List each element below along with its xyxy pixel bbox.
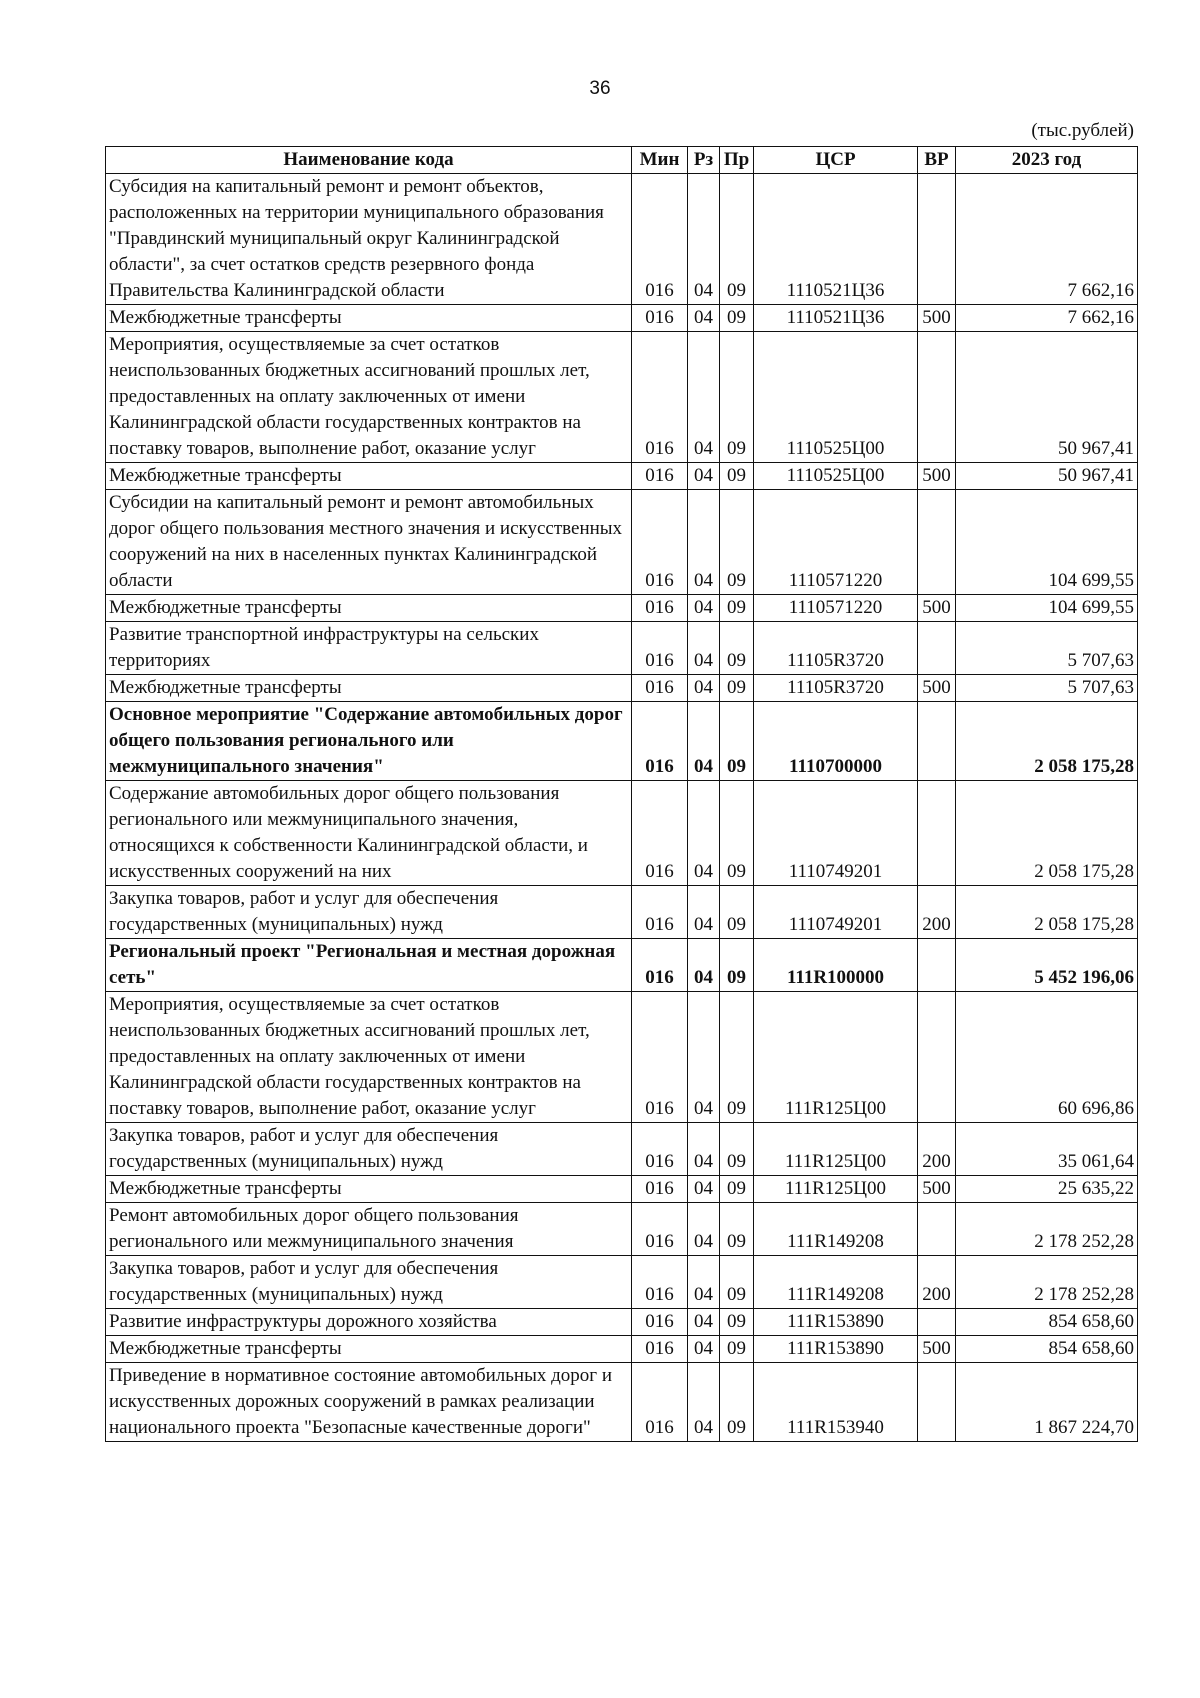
row-pr: 09 <box>720 622 754 675</box>
row-name: Содержание автомобильных дорог общего пользования регионального или межмуниципального значения, относящихся к собственности Калининградской области, и искусственных сооружений на них <box>106 781 632 886</box>
row-min: 016 <box>632 1176 688 1203</box>
row-vr <box>918 992 956 1123</box>
header-rz: Рз <box>688 147 720 174</box>
header-csr: ЦСР <box>754 147 918 174</box>
row-pr: 09 <box>720 1203 754 1256</box>
row-rz: 04 <box>688 622 720 675</box>
row-min: 016 <box>632 174 688 305</box>
row-name: Ремонт автомобильных дорог общего пользования регионального или межмуниципального значения <box>106 1203 632 1256</box>
row-rz: 04 <box>688 1336 720 1363</box>
row-value: 2 178 252,28 <box>956 1203 1138 1256</box>
row-pr: 09 <box>720 305 754 332</box>
row-value: 2 058 175,28 <box>956 781 1138 886</box>
row-csr: 1110521Ц36 <box>754 305 918 332</box>
row-csr: 111R153890 <box>754 1309 918 1336</box>
row-pr: 09 <box>720 595 754 622</box>
row-rz: 04 <box>688 463 720 490</box>
row-name: Развитие инфраструктуры дорожного хозяйства <box>106 1309 632 1336</box>
table-row <box>106 939 1138 992</box>
row-csr: 111R125Ц00 <box>754 1176 918 1203</box>
row-csr: 111R149208 <box>754 1203 918 1256</box>
row-vr <box>918 332 956 463</box>
row-value: 50 967,41 <box>956 463 1138 490</box>
row-name: Закупка товаров, работ и услуг для обеспечения государственных (муниципальных) нужд <box>106 1123 632 1176</box>
row-value: 104 699,55 <box>956 595 1138 622</box>
row-csr: 1110525Ц00 <box>754 463 918 490</box>
row-rz: 04 <box>688 939 720 992</box>
table-row <box>106 490 1138 595</box>
row-name: Мероприятия, осуществляемые за счет остатков неиспользованных бюджетных ассигнований прошлых лет, предоставленных на оплату заключенных от имени Калининградской области государственных контрактов на поставку товаров, выполнение работ, оказание услуг <box>106 332 632 463</box>
table-row <box>106 622 1138 675</box>
table-row <box>106 305 1138 332</box>
row-min: 016 <box>632 1309 688 1336</box>
row-pr: 09 <box>720 781 754 886</box>
row-pr: 09 <box>720 702 754 781</box>
table-row <box>106 1203 1138 1256</box>
row-pr: 09 <box>720 1336 754 1363</box>
row-pr: 09 <box>720 174 754 305</box>
row-vr: 500 <box>918 595 956 622</box>
row-min: 016 <box>632 702 688 781</box>
row-pr: 09 <box>720 1123 754 1176</box>
row-min: 016 <box>632 992 688 1123</box>
row-vr: 500 <box>918 463 956 490</box>
row-value: 854 658,60 <box>956 1336 1138 1363</box>
row-name: Межбюджетные трансферты <box>106 463 632 490</box>
table-row <box>106 1309 1138 1336</box>
row-name: Субсидия на капитальный ремонт и ремонт объектов, расположенных на территории муниципального образования "Правдинский муниципальный округ Калининградской области", за счет остатков средств резервного фонда Правительства Калининградской области <box>106 174 632 305</box>
row-min: 016 <box>632 595 688 622</box>
table-body <box>106 174 1138 1442</box>
row-vr <box>918 490 956 595</box>
row-rz: 04 <box>688 702 720 781</box>
row-csr: 1110521Ц36 <box>754 174 918 305</box>
row-vr: 200 <box>918 1123 956 1176</box>
page-number: 36 <box>589 78 611 99</box>
row-name: Межбюджетные трансферты <box>106 595 632 622</box>
row-vr <box>918 174 956 305</box>
row-vr <box>918 1363 956 1442</box>
row-vr: 200 <box>918 886 956 939</box>
row-rz: 04 <box>688 886 720 939</box>
row-pr: 09 <box>720 886 754 939</box>
table-row <box>106 1176 1138 1203</box>
row-rz: 04 <box>688 595 720 622</box>
row-name: Межбюджетные трансферты <box>106 1336 632 1363</box>
row-rz: 04 <box>688 781 720 886</box>
table-row <box>106 332 1138 463</box>
row-min: 016 <box>632 1363 688 1442</box>
row-name: Межбюджетные трансферты <box>106 675 632 702</box>
table-row <box>106 1123 1138 1176</box>
row-value: 2 058 175,28 <box>956 886 1138 939</box>
row-vr: 500 <box>918 675 956 702</box>
row-value: 35 061,64 <box>956 1123 1138 1176</box>
row-value: 2 178 252,28 <box>956 1256 1138 1309</box>
row-vr <box>918 702 956 781</box>
row-value: 5 707,63 <box>956 622 1138 675</box>
row-rz: 04 <box>688 1309 720 1336</box>
row-value: 7 662,16 <box>956 174 1138 305</box>
row-vr <box>918 939 956 992</box>
row-rz: 04 <box>688 1203 720 1256</box>
units-label: (тыс.рублей) <box>1031 120 1134 141</box>
table-row <box>106 463 1138 490</box>
row-name: Основное мероприятие "Содержание автомобильных дорог общего пользования регионального или межмуниципального значения" <box>106 702 632 781</box>
row-min: 016 <box>632 1123 688 1176</box>
row-csr: 111R153890 <box>754 1336 918 1363</box>
row-value: 5 707,63 <box>956 675 1138 702</box>
row-pr: 09 <box>720 1256 754 1309</box>
row-value: 7 662,16 <box>956 305 1138 332</box>
row-rz: 04 <box>688 992 720 1123</box>
row-pr: 09 <box>720 675 754 702</box>
row-pr: 09 <box>720 1176 754 1203</box>
row-rz: 04 <box>688 305 720 332</box>
row-name: Приведение в нормативное состояние автомобильных дорог и искусственных дорожных сооружений в рамках реализации национального проекта "Безопасные качественные дороги" <box>106 1363 632 1442</box>
row-rz: 04 <box>688 1176 720 1203</box>
row-value: 854 658,60 <box>956 1309 1138 1336</box>
row-min: 016 <box>632 781 688 886</box>
row-csr: 1110749201 <box>754 886 918 939</box>
row-value: 104 699,55 <box>956 490 1138 595</box>
row-min: 016 <box>632 1203 688 1256</box>
header-vr: ВР <box>918 147 956 174</box>
row-name: Мероприятия, осуществляемые за счет остатков неиспользованных бюджетных ассигнований прошлых лет, предоставленных на оплату заключенных от имени Калининградской области государственных контрактов на поставку товаров, выполнение работ, оказание услуг <box>106 992 632 1123</box>
row-min: 016 <box>632 1336 688 1363</box>
row-rz: 04 <box>688 490 720 595</box>
table-row <box>106 675 1138 702</box>
row-csr: 111R149208 <box>754 1256 918 1309</box>
row-csr: 1110749201 <box>754 781 918 886</box>
row-name: Межбюджетные трансферты <box>106 305 632 332</box>
table-row <box>106 886 1138 939</box>
row-csr: 11105R3720 <box>754 675 918 702</box>
table-row <box>106 174 1138 305</box>
row-rz: 04 <box>688 174 720 305</box>
row-value: 5 452 196,06 <box>956 939 1138 992</box>
row-vr: 200 <box>918 1256 956 1309</box>
row-min: 016 <box>632 622 688 675</box>
row-rz: 04 <box>688 1256 720 1309</box>
row-vr: 500 <box>918 1176 956 1203</box>
table-row <box>106 595 1138 622</box>
row-csr: 1110700000 <box>754 702 918 781</box>
row-vr: 500 <box>918 1336 956 1363</box>
table-row <box>106 1336 1138 1363</box>
row-vr <box>918 1309 956 1336</box>
row-min: 016 <box>632 305 688 332</box>
row-min: 016 <box>632 939 688 992</box>
header-min: Мин <box>632 147 688 174</box>
row-pr: 09 <box>720 490 754 595</box>
row-value: 2 058 175,28 <box>956 702 1138 781</box>
header-name: Наименование кода <box>106 147 632 174</box>
row-csr: 111R153940 <box>754 1363 918 1442</box>
row-rz: 04 <box>688 1363 720 1442</box>
table-row <box>106 781 1138 886</box>
budget-table <box>105 146 1138 1442</box>
row-csr: 1110571220 <box>754 490 918 595</box>
row-pr: 09 <box>720 992 754 1123</box>
row-rz: 04 <box>688 675 720 702</box>
row-value: 50 967,41 <box>956 332 1138 463</box>
row-name: Межбюджетные трансферты <box>106 1176 632 1203</box>
row-csr: 111R125Ц00 <box>754 1123 918 1176</box>
header-year: 2023 год <box>956 147 1138 174</box>
row-vr: 500 <box>918 305 956 332</box>
row-csr: 111R125Ц00 <box>754 992 918 1123</box>
row-rz: 04 <box>688 332 720 463</box>
row-csr: 11105R3720 <box>754 622 918 675</box>
row-pr: 09 <box>720 1309 754 1336</box>
row-value: 1 867 224,70 <box>956 1363 1138 1442</box>
table-row <box>106 702 1138 781</box>
row-pr: 09 <box>720 939 754 992</box>
row-min: 016 <box>632 675 688 702</box>
row-vr <box>918 622 956 675</box>
table-row <box>106 992 1138 1123</box>
table-row <box>106 1256 1138 1309</box>
row-value: 60 696,86 <box>956 992 1138 1123</box>
row-min: 016 <box>632 490 688 595</box>
table-row <box>106 1363 1138 1442</box>
row-name: Развитие транспортной инфраструктуры на сельских территориях <box>106 622 632 675</box>
row-vr <box>918 781 956 886</box>
row-name: Закупка товаров, работ и услуг для обеспечения государственных (муниципальных) нужд <box>106 886 632 939</box>
header-pr: Пр <box>720 147 754 174</box>
row-name: Субсидии на капитальный ремонт и ремонт автомобильных дорог общего пользования местного значения и искусственных сооружений на них в населенных пунктах Калининградской области <box>106 490 632 595</box>
row-min: 016 <box>632 332 688 463</box>
row-vr <box>918 1203 956 1256</box>
row-rz: 04 <box>688 1123 720 1176</box>
row-csr: 1110571220 <box>754 595 918 622</box>
row-csr: 1110525Ц00 <box>754 332 918 463</box>
row-name: Закупка товаров, работ и услуг для обеспечения государственных (муниципальных) нужд <box>106 1256 632 1309</box>
table-header-row <box>106 147 1138 174</box>
row-pr: 09 <box>720 1363 754 1442</box>
row-pr: 09 <box>720 463 754 490</box>
row-min: 016 <box>632 1256 688 1309</box>
row-min: 016 <box>632 463 688 490</box>
row-pr: 09 <box>720 332 754 463</box>
row-value: 25 635,22 <box>956 1176 1138 1203</box>
row-min: 016 <box>632 886 688 939</box>
row-csr: 111R100000 <box>754 939 918 992</box>
row-name: Региональный проект "Региональная и местная дорожная сеть" <box>106 939 632 992</box>
